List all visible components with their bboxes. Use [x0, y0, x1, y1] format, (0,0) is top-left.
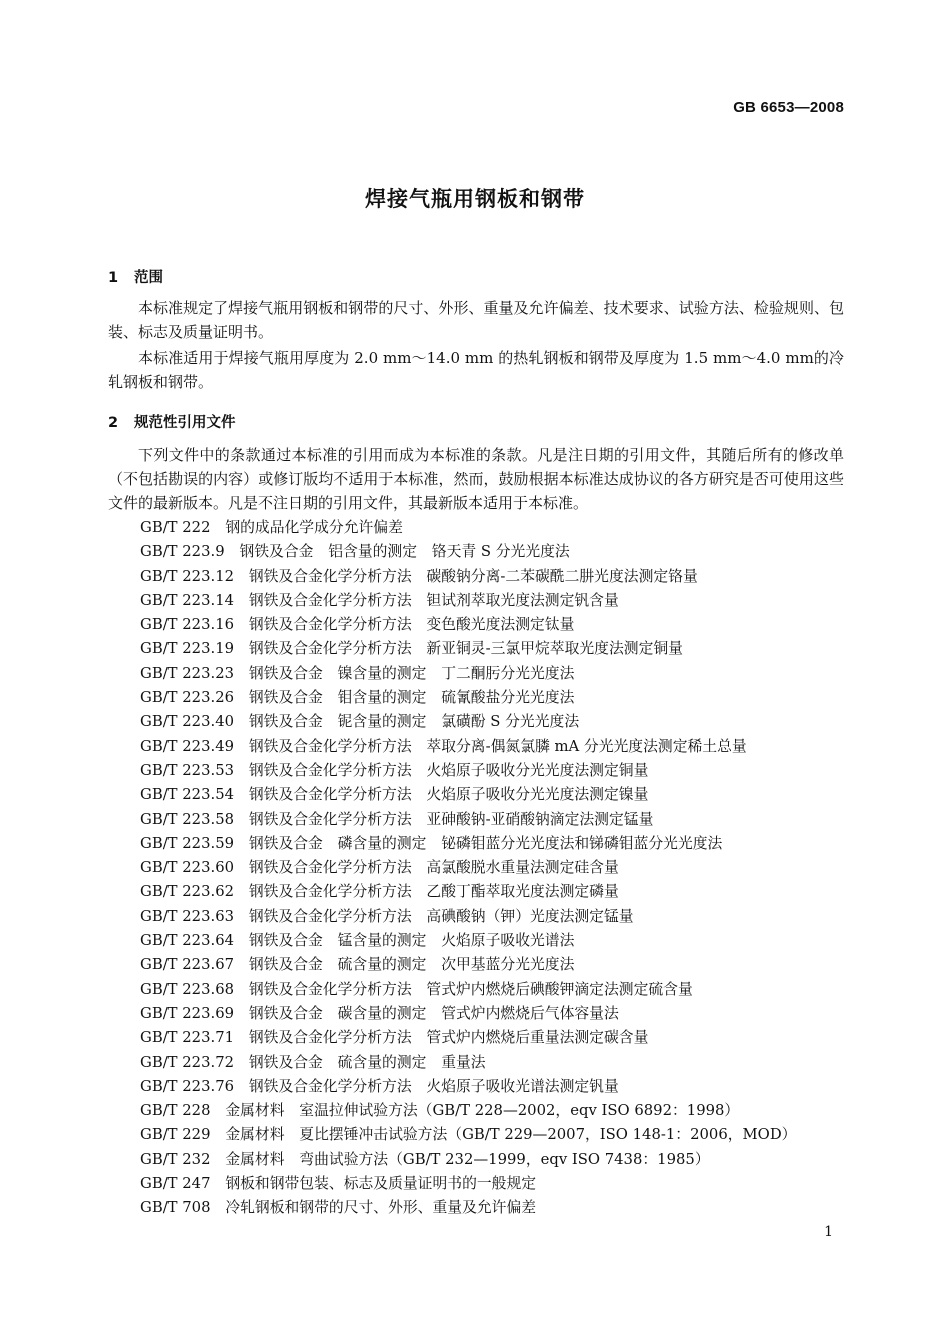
reference-item	[140, 540, 796, 564]
reference-item	[140, 662, 796, 686]
page-number: 1	[824, 1224, 833, 1240]
reference-title: 钢铁及合金化学分析方法 高氯酸脱水重量法测定硅含量	[248, 859, 619, 877]
section-1-heading	[108, 266, 163, 287]
separator	[234, 956, 249, 973]
reference-code: GB/T 222	[140, 519, 211, 536]
separator	[234, 786, 249, 803]
reference-title: 钢铁及合金化学分析方法 火焰原子吸收分光光度法测定镍量	[248, 786, 649, 804]
separator	[234, 762, 249, 779]
separator	[234, 1054, 249, 1071]
reference-title: 金属材料 弯曲试验方法（GB/T 232—1999，eqv ISO 7438：1985）	[225, 1150, 710, 1168]
reference-title: 钢板和钢带包装、标志及质量证明书的一般规定	[225, 1175, 537, 1193]
reference-title: 金属材料 室温拉伸试验方法（GB/T 228—2002，eqv ISO 6892：1998）	[225, 1102, 740, 1120]
reference-title: 钢铁及合金化学分析方法 乙酸丁酯萃取光度法测定磷量	[248, 883, 619, 901]
reference-title: 钢铁及合金 硫含量的测定 重量法	[248, 1053, 486, 1071]
reference-code: GB/T 223.60	[140, 859, 235, 877]
separator	[234, 640, 249, 657]
reference-item	[140, 1123, 796, 1147]
section-number: 1	[108, 270, 119, 286]
reference-item	[140, 783, 796, 807]
separator	[234, 568, 249, 585]
reference-item	[140, 856, 796, 880]
reference-list	[140, 516, 796, 1221]
reference-code: GB/T 223.49	[140, 737, 235, 755]
reference-item	[140, 1196, 796, 1220]
reference-code: GB/T 223.69	[140, 1004, 235, 1022]
separator	[234, 665, 249, 682]
reference-title: 钢铁及合金化学分析方法 新亚铜灵-三氯甲烷萃取光度法测定铜量	[248, 640, 683, 658]
reference-title: 钢铁及合金化学分析方法 管式炉内燃烧后碘酸钾滴定法测定硫含量	[248, 980, 693, 998]
reference-item	[140, 613, 796, 637]
reference-title: 钢铁及合金 铝含量的测定 铬天青 S 分光光度法	[239, 543, 570, 561]
reference-title: 钢铁及合金化学分析方法 变色酸光度法测定钛量	[248, 616, 575, 634]
reference-item	[140, 1172, 796, 1196]
reference-title: 钢铁及合金 镍含量的测定 丁二酮肟分光光度法	[248, 664, 575, 682]
reference-item	[140, 686, 796, 710]
reference-code: GB/T 223.9	[140, 543, 225, 561]
reference-title: 钢铁及合金 磷含量的测定 铋磷钼蓝分光光度法和锑磷钼蓝分光光度法	[248, 834, 723, 852]
reference-code: GB/T 223.58	[140, 810, 235, 828]
reference-title: 钢的成品化学成分允许偏差	[225, 519, 403, 536]
reference-code: GB/T 223.40	[140, 713, 235, 731]
reference-item	[140, 929, 796, 953]
reference-code: GB/T 229	[140, 1126, 211, 1144]
section-title: 范围	[134, 270, 163, 286]
standard-code: GB 6653—2008	[733, 99, 844, 116]
reference-item	[140, 1148, 796, 1172]
reference-code: GB/T 223.19	[140, 640, 235, 658]
reference-item	[140, 1051, 796, 1075]
separator	[234, 1005, 249, 1022]
reference-title: 钢铁及合金 硫含量的测定 次甲基蓝分光光度法	[248, 956, 575, 974]
section-2-heading	[108, 411, 236, 432]
reference-code: GB/T 223.53	[140, 761, 235, 779]
section-number: 2	[108, 415, 119, 431]
separator	[234, 1029, 249, 1046]
separator	[234, 1078, 249, 1095]
separator	[234, 811, 249, 828]
reference-item	[140, 905, 796, 929]
reference-item	[140, 1075, 796, 1099]
reference-title: 金属材料 夏比摆锤冲击试验方法（GB/T 229—2007，ISO 148-1：2006，MOD）	[225, 1126, 797, 1144]
reference-code: GB/T 223.62	[140, 883, 235, 901]
separator	[211, 1151, 226, 1168]
reference-title: 钢铁及合金化学分析方法 管式炉内燃烧后重量法测定碳含量	[248, 1029, 649, 1047]
reference-item	[140, 759, 796, 783]
reference-code: GB/T 223.16	[140, 616, 235, 634]
reference-item	[140, 832, 796, 856]
separator	[234, 932, 249, 949]
reference-title: 钢铁及合金化学分析方法 萃取分离-偶氮氯膦 mA 分光光度法测定稀土总量	[248, 737, 747, 755]
reference-title: 钢铁及合金化学分析方法 钽试剂萃取光度法测定钒含量	[248, 591, 619, 609]
reference-code: GB/T 223.12	[140, 567, 235, 585]
reference-code: GB/T 223.76	[140, 1077, 235, 1095]
reference-title: 钢铁及合金化学分析方法 高碘酸钠（钾）光度法测定锰量	[248, 907, 634, 925]
reference-item	[140, 978, 796, 1002]
reference-item	[140, 953, 796, 977]
reference-code: GB/T 223.54	[140, 786, 235, 804]
reference-title: 钢铁及合金 钼含量的测定 硫氰酸盐分光光度法	[248, 689, 575, 707]
reference-code: GB/T 708	[140, 1199, 211, 1217]
reference-code: GB/T 223.14	[140, 591, 235, 609]
reference-title: 钢铁及合金 铌含量的测定 氯磺酚 S 分光光度法	[248, 713, 580, 731]
paragraph: 本标准规定了焊接气瓶用钢板和钢带的尺寸、外形、重量及允许偏差、技术要求、试验方法、检验规则、包装、标志及质量证明书。	[108, 299, 844, 341]
separator	[234, 713, 249, 730]
reference-item	[140, 1099, 796, 1123]
reference-code: GB/T 223.68	[140, 980, 235, 998]
reference-code: GB/T 223.72	[140, 1053, 235, 1071]
separator	[234, 689, 249, 706]
reference-code: GB/T 247	[140, 1175, 211, 1193]
reference-code: GB/T 223.71	[140, 1029, 235, 1047]
reference-item	[140, 516, 796, 540]
reference-item	[140, 565, 796, 589]
reference-code: GB/T 223.63	[140, 907, 235, 925]
separator	[234, 738, 249, 755]
reference-title: 钢铁及合金 锰含量的测定 火焰原子吸收光谱法	[248, 932, 575, 950]
separator	[211, 1199, 226, 1216]
reference-title: 钢铁及合金化学分析方法 火焰原子吸收分光光度法测定铜量	[248, 761, 649, 779]
separator	[211, 1126, 226, 1143]
separator	[234, 981, 249, 998]
separator	[234, 908, 249, 925]
paragraph: 本标准适用于焊接气瓶用厚度为 2.0 mm～14.0 mm 的热轧钢板和钢带及厚度为 1.5 mm～4.0 mm的冷轧钢板和钢带。	[108, 349, 844, 391]
reference-code: GB/T 232	[140, 1150, 211, 1168]
reference-item	[140, 1002, 796, 1026]
reference-title: 钢铁及合金化学分析方法 火焰原子吸收光谱法测定钒量	[248, 1077, 619, 1095]
reference-item	[140, 1026, 796, 1050]
document-title: 焊接气瓶用钢板和钢带	[365, 187, 585, 211]
reference-item	[140, 710, 796, 734]
section-title: 规范性引用文件	[134, 415, 236, 431]
reference-item	[140, 735, 796, 759]
separator	[211, 1102, 226, 1119]
separator	[234, 592, 249, 609]
separator	[225, 543, 240, 560]
reference-title: 钢铁及合金 碳含量的测定 管式炉内燃烧后气体容量法	[248, 1004, 619, 1022]
separator	[211, 1175, 226, 1192]
reference-code: GB/T 223.26	[140, 689, 235, 707]
reference-item	[140, 880, 796, 904]
separator	[234, 835, 249, 852]
separator	[234, 859, 249, 876]
reference-item	[140, 808, 796, 832]
reference-title: 钢铁及合金化学分析方法 亚砷酸钠-亚硝酸钠滴定法测定锰量	[248, 810, 654, 828]
separator	[234, 883, 249, 900]
paragraph: 下列文件中的条款通过本标准的引用而成为本标准的条款。凡是注日期的引用文件，其随后所有的修改单（不包括勘误的内容）或修订版均不适用于本标准，然而，鼓励根据本标准达成协议的各方研究是否可使用这些文件的最新版本。凡是不注日期的引用文件，其最新版本适用于本标准。	[108, 446, 844, 512]
reference-item	[140, 589, 796, 613]
reference-item	[140, 637, 796, 661]
separator	[211, 519, 226, 536]
reference-title: 冷轧钢板和钢带的尺寸、外形、重量及允许偏差	[225, 1199, 537, 1217]
reference-code: GB/T 223.67	[140, 956, 235, 974]
separator	[234, 616, 249, 633]
reference-code: GB/T 223.64	[140, 932, 235, 950]
reference-code: GB/T 228	[140, 1102, 211, 1120]
reference-code: GB/T 223.59	[140, 834, 235, 852]
reference-code: GB/T 223.23	[140, 664, 235, 682]
reference-title: 钢铁及合金化学分析方法 碳酸钠分离-二苯碳酰二肼光度法测定铬量	[248, 567, 698, 585]
